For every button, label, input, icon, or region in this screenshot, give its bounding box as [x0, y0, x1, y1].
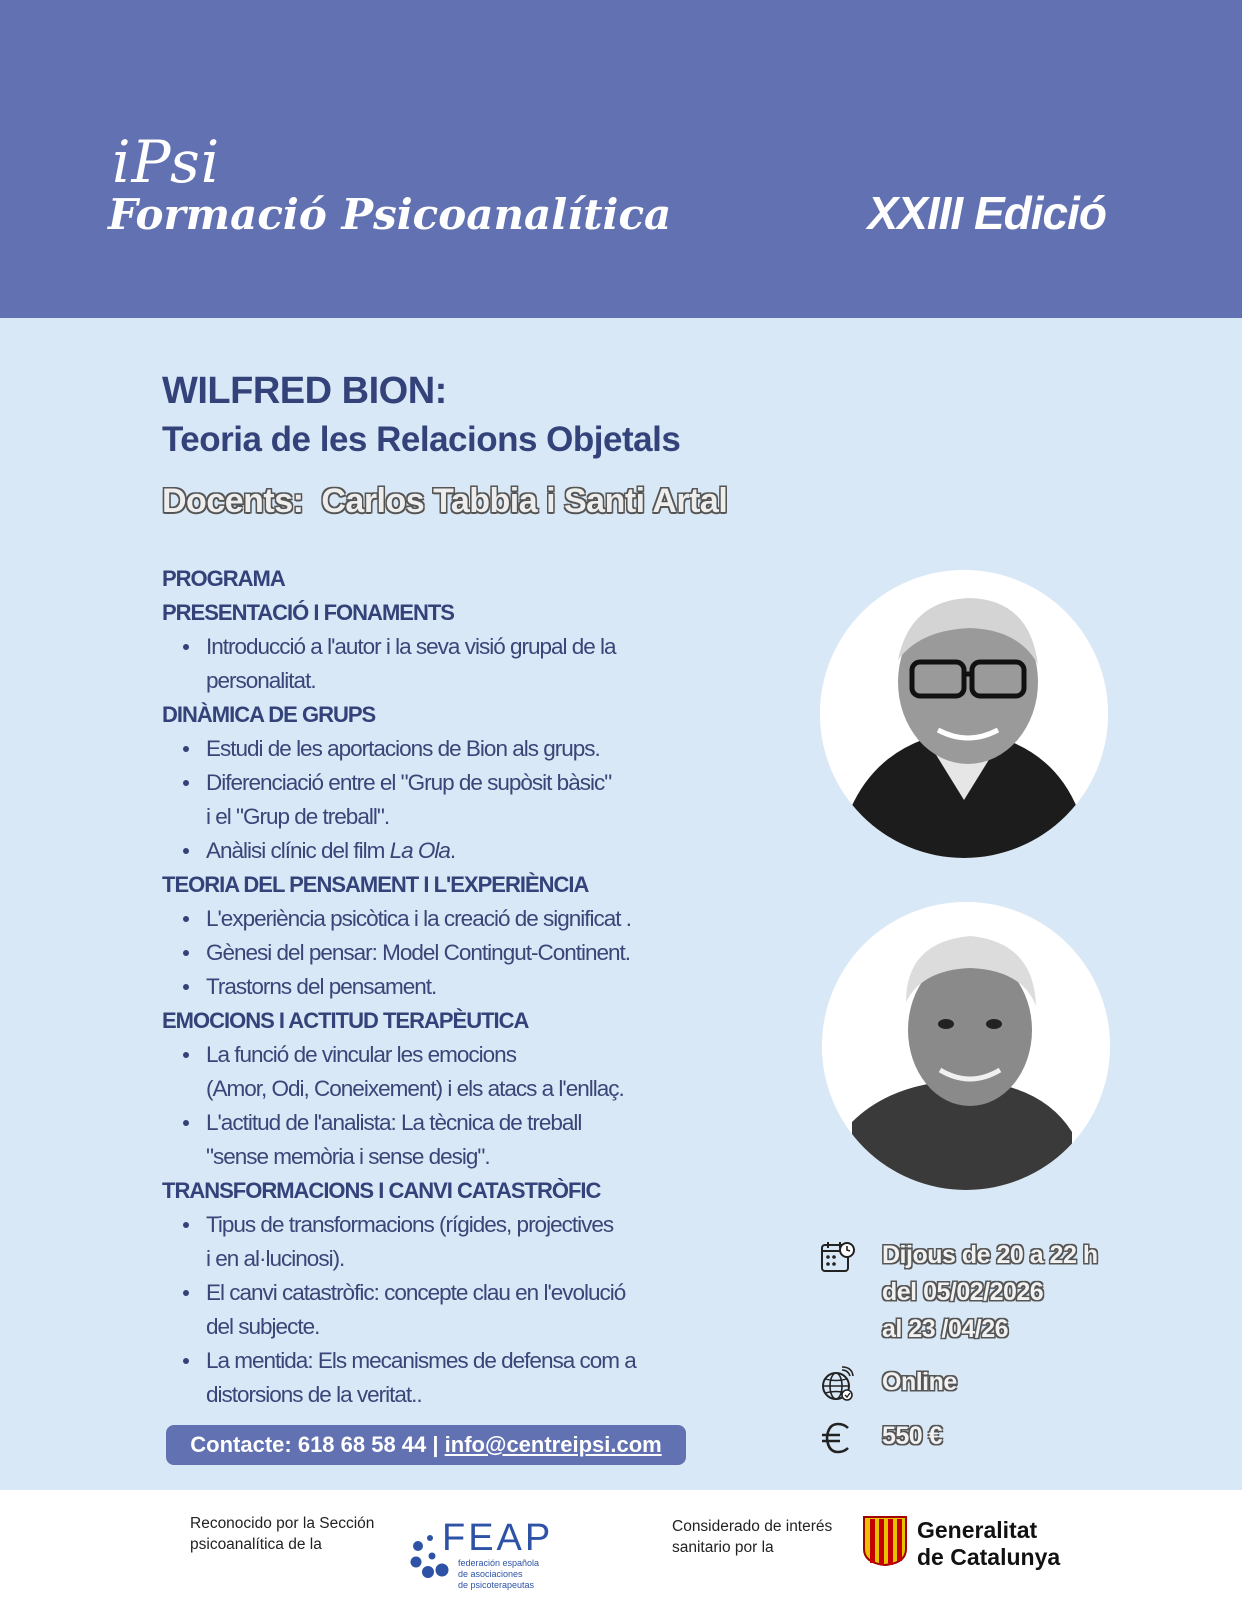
list-item: L'actitud de l'analista: La tècnica de treball "sense memòria i sense desig".: [162, 1106, 722, 1174]
teachers-line: Docents: Carlos Tabbia i Santi Artal: [162, 482, 728, 520]
schedule-row: [820, 1237, 1098, 1348]
svg-text:federación española: federación española: [458, 1558, 540, 1568]
calendar-clock-icon: [820, 1239, 856, 1275]
brand-subtitle: Formació Psicoanalítica: [108, 190, 672, 239]
generalitat-note: Considerado de interés sanitario por la: [672, 1518, 833, 1556]
section-title: DINÀMICA DE GRUPS: [162, 702, 376, 727]
contact-bar: [166, 1425, 686, 1465]
section-title: TEORIA DEL PENSAMENT I L'EXPERIÈNCIA: [162, 872, 589, 897]
edition-label: XXIII Edició: [867, 187, 1106, 239]
list-item: L'experiència psicòtica i la creació de significat .: [162, 902, 722, 936]
contact-phone: Contacte: 618 68 58 44 |: [190, 1432, 445, 1457]
portrait-icon: [820, 570, 1108, 858]
list-item: Diferenciació entre el "Grup de supòsit bàsic" i el "Grup de treball".: [162, 766, 722, 834]
section-title: EMOCIONS I ACTITUD TERAPÈUTICA: [162, 1008, 529, 1033]
list-item: Gènesi del pensar: Model Contingut-Continent.: [162, 936, 722, 970]
course-subtitle: Teoria de les Relacions Objetals: [162, 420, 681, 459]
feap-note: Reconocido por la Sección psicoanalítica de la: [190, 1515, 375, 1553]
mode-text: Online: [882, 1368, 957, 1396]
catalan-flag-icon: [862, 1515, 908, 1567]
feap-logo: [408, 1514, 583, 1594]
contact-email-link[interactable]: info@centreipsi.com: [444, 1432, 662, 1457]
list-item: Trastorns del pensament.: [162, 970, 722, 1004]
list-item: La mentida: Els mecanismes de defensa com a distorsions de la veritat..: [162, 1344, 722, 1412]
list-item: Tipus de transformacions (rígides, projectives i en al·lucinosi).: [162, 1208, 722, 1276]
svg-text:de asociaciones: de asociaciones: [458, 1569, 523, 1579]
price-row: [820, 1418, 942, 1456]
svg-text:FEAP: FEAP: [442, 1517, 554, 1559]
svg-text:de psicoterapeutas: de psicoterapeutas: [458, 1580, 535, 1590]
header-banner: [0, 0, 1242, 318]
generalitat-name: Generalitat de Catalunya: [917, 1517, 1061, 1570]
list-item: Estudi de les aportacions de Bion als grups.: [162, 732, 722, 766]
list-item: Anàlisi clínic del film La Ola.: [162, 834, 722, 868]
brand-title: iPsi: [112, 128, 221, 196]
generalitat-logo: [862, 1515, 1092, 1575]
list-item: El canvi catastròfic: concepte clau en l'evolució del subjecte.: [162, 1276, 722, 1344]
film-title: La Ola: [389, 838, 450, 863]
euro-icon: [820, 1420, 856, 1456]
mode-row: [820, 1364, 957, 1402]
program-heading: PROGRAMA: [162, 566, 285, 591]
portrait-icon: [822, 902, 1110, 1190]
schedule-text: Dijous de 20 a 22 h del 05/02/2026 al 23 /04/26: [882, 1241, 1098, 1343]
price-text: 550 €: [882, 1422, 943, 1450]
list-item: La funció de vincular les emocions (Amor, Odi, Coneixement) i els atacs a l'enllaç.: [162, 1038, 722, 1106]
globe-icon: [820, 1366, 856, 1402]
section-title: TRANSFORMACIONS I CANVI CATASTRÒFIC: [162, 1178, 601, 1203]
teacher-photo-santi: [822, 902, 1110, 1190]
section-title: PRESENTACIÓ I FONAMENTS: [162, 600, 454, 625]
course-title: WILFRED BION:: [162, 370, 447, 412]
list-item: Introducció a l'autor i la seva visió grupal de la personalitat.: [162, 630, 722, 698]
program-section: [162, 562, 722, 1412]
teacher-photo-carlos: [820, 570, 1108, 858]
